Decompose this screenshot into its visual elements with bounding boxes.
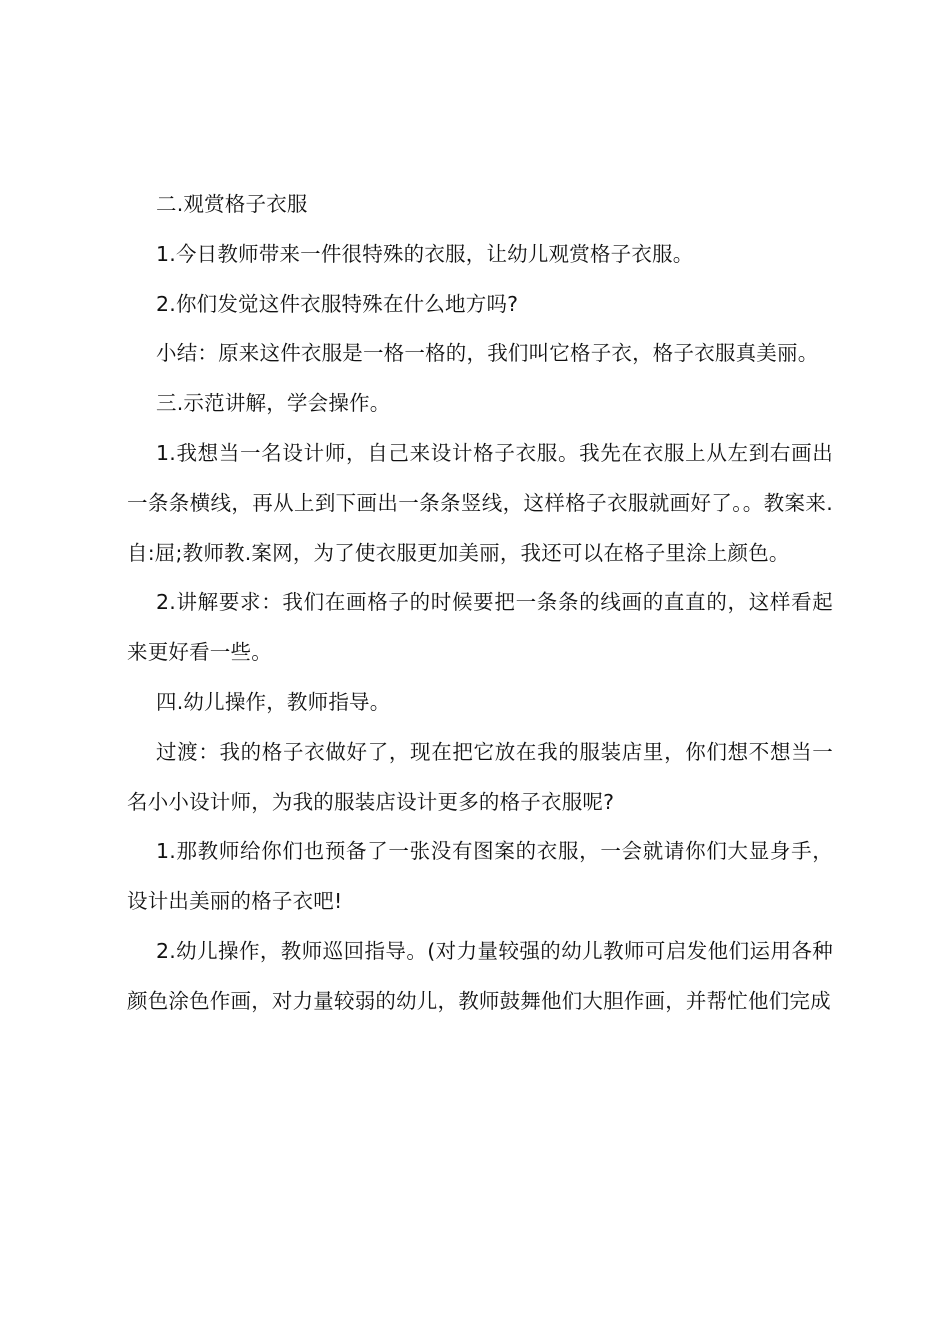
document-body [127, 180, 833, 1027]
paragraph-step-1: 1.今日教师带来一件很特殊的衣服，让幼儿观赏格子衣服。 [156, 241, 694, 266]
paragraph-summary: 小结：原来这件衣服是一格一格的，我们叫它格子衣，格子衣服真美丽。 [156, 341, 819, 366]
paragraph-operation-step-1: 1.那教师给你们也预备了一张没有图案的衣服，一会就请你们大显身手，设计出美丽的格子衣吧! [127, 839, 833, 914]
paragraph-demo-step-1: 1.我想当一名设计师，自己来设计格子衣服。我先在衣服上从左到右画出一条条横线，再从上到下画出一条条竖线，这样格子衣服就画好了。。教案来.自:屈;教师教.案网，为了使衣服更加美丽，我还可以在格子里涂上颜色。 [127, 440, 833, 565]
paragraph-step-2: 2.你们发觉这件衣服特殊在什么地方吗? [156, 291, 519, 316]
section-heading-operation: 四.幼儿操作，教师指导。 [156, 689, 391, 714]
paragraph-operation-step-2: 2.幼儿操作，教师巡回指导。(对力量较强的幼儿教师可启发他们运用各种颜色涂色作画，对力量较弱的幼儿，教师鼓舞他们大胆作画，并帮忙他们完成 [127, 938, 833, 1013]
section-heading-demonstration: 三.示范讲解，学会操作。 [156, 391, 391, 416]
section-heading-appreciate: 二.观赏格子衣服 [156, 192, 308, 216]
paragraph-demo-step-2: 2.讲解要求：我们在画格子的时候要把一条条的线画的直直的，这样看起来更好看一些。 [127, 590, 833, 665]
paragraph-transition: 过渡：我的格子衣做好了，现在把它放在我的服装店里，你们想不想当一名小小设计师，为我的服装店设计更多的格子衣服呢? [127, 739, 833, 814]
